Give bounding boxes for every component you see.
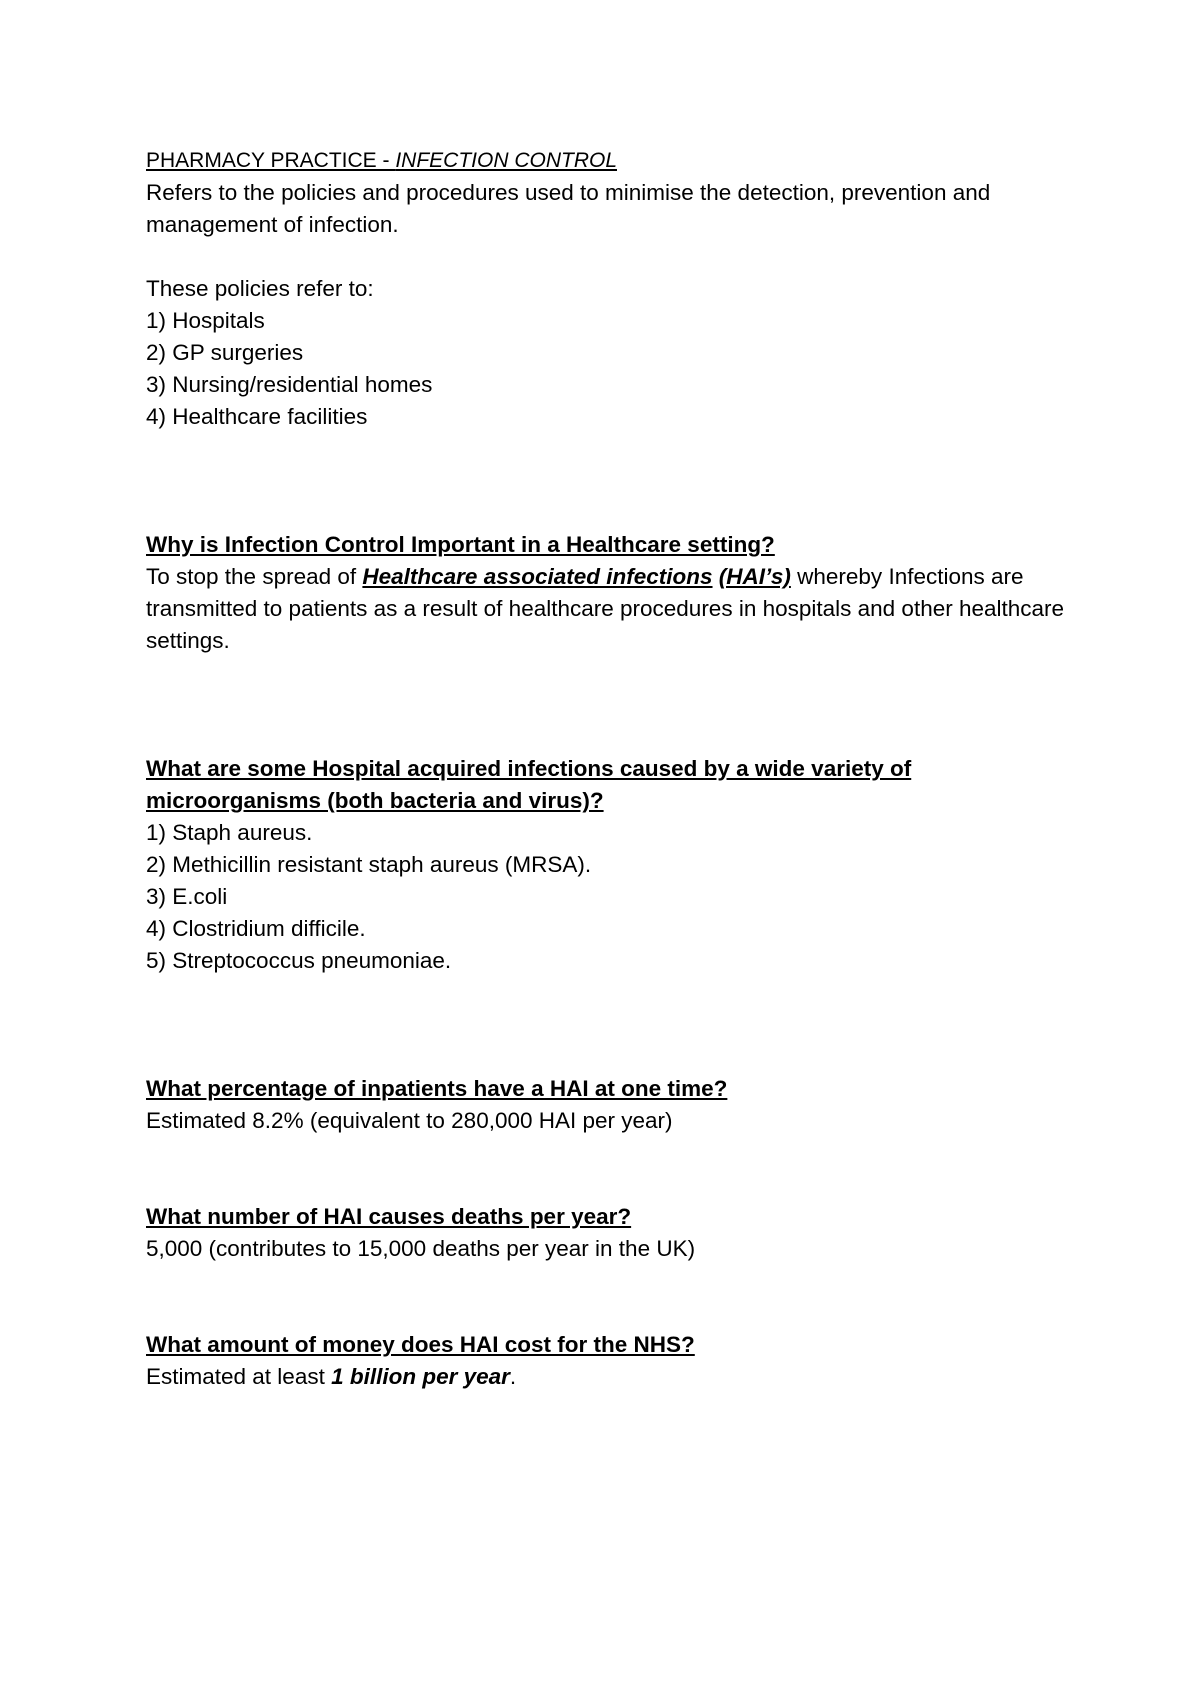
- infection-item: 1) Staph aureus.: [146, 820, 313, 845]
- cost-question-heading: What amount of money does HAI cost for the NHS?: [146, 1332, 695, 1357]
- percentage-question-heading: What percentage of inpatients have a HAI at one time?: [146, 1076, 728, 1101]
- cost-answer-suffix: .: [509, 1364, 517, 1389]
- why-answer: [146, 561, 1086, 657]
- why-answer-term: Healthcare associated infections: [362, 564, 713, 589]
- policy-item: 4) Healthcare facilities: [146, 404, 368, 429]
- infection-item: 2) Methicillin resistant staph aureus (MRSA).: [146, 852, 592, 877]
- infections-question-heading: What are some Hospital acquired infections caused by a wide variety of microorganisms (both bacteria and virus)?: [146, 756, 912, 813]
- why-answer-suffix: whereby Infections are transmitted to patients as a result of healthcare procedures in hospitals and other healthcare settings.: [146, 564, 1065, 653]
- title-subtitle: INFECTION CONTROL: [395, 149, 617, 172]
- deaths-answer: 5,000 (contributes to 15,000 deaths per year in the UK): [146, 1236, 696, 1261]
- policy-item: 2) GP surgeries: [146, 340, 304, 365]
- cost-answer-prefix: Estimated at least: [146, 1364, 332, 1389]
- cost-answer-emphasis: 1 billion per year: [331, 1364, 510, 1389]
- document-page: [146, 145, 1086, 1393]
- why-question-heading: Why is Infection Control Important in a Healthcare setting?: [146, 532, 775, 557]
- deaths-question-heading: What number of HAI causes deaths per year?: [146, 1204, 632, 1229]
- cost-answer: [146, 1361, 1086, 1393]
- policy-item: 3) Nursing/residential homes: [146, 372, 433, 397]
- title-prefix: PHARMACY PRACTICE -: [146, 149, 396, 172]
- infection-item: 4) Clostridium difficile.: [146, 916, 366, 941]
- policy-item: 1) Hospitals: [146, 308, 265, 333]
- why-answer-abbrev: (HAI’s): [718, 564, 791, 589]
- percentage-answer: Estimated 8.2% (equivalent to 280,000 HAI per year): [146, 1108, 673, 1133]
- infection-item: 5) Streptococcus pneumoniae.: [146, 948, 452, 973]
- intro-definition: Refers to the policies and procedures used to minimise the detection, prevention and management of infection.: [146, 180, 991, 237]
- infection-item: 3) E.coli: [146, 884, 228, 909]
- document-title: [146, 145, 1086, 177]
- why-answer-prefix: To stop the spread of: [146, 564, 363, 589]
- policies-heading: These policies refer to:: [146, 276, 374, 301]
